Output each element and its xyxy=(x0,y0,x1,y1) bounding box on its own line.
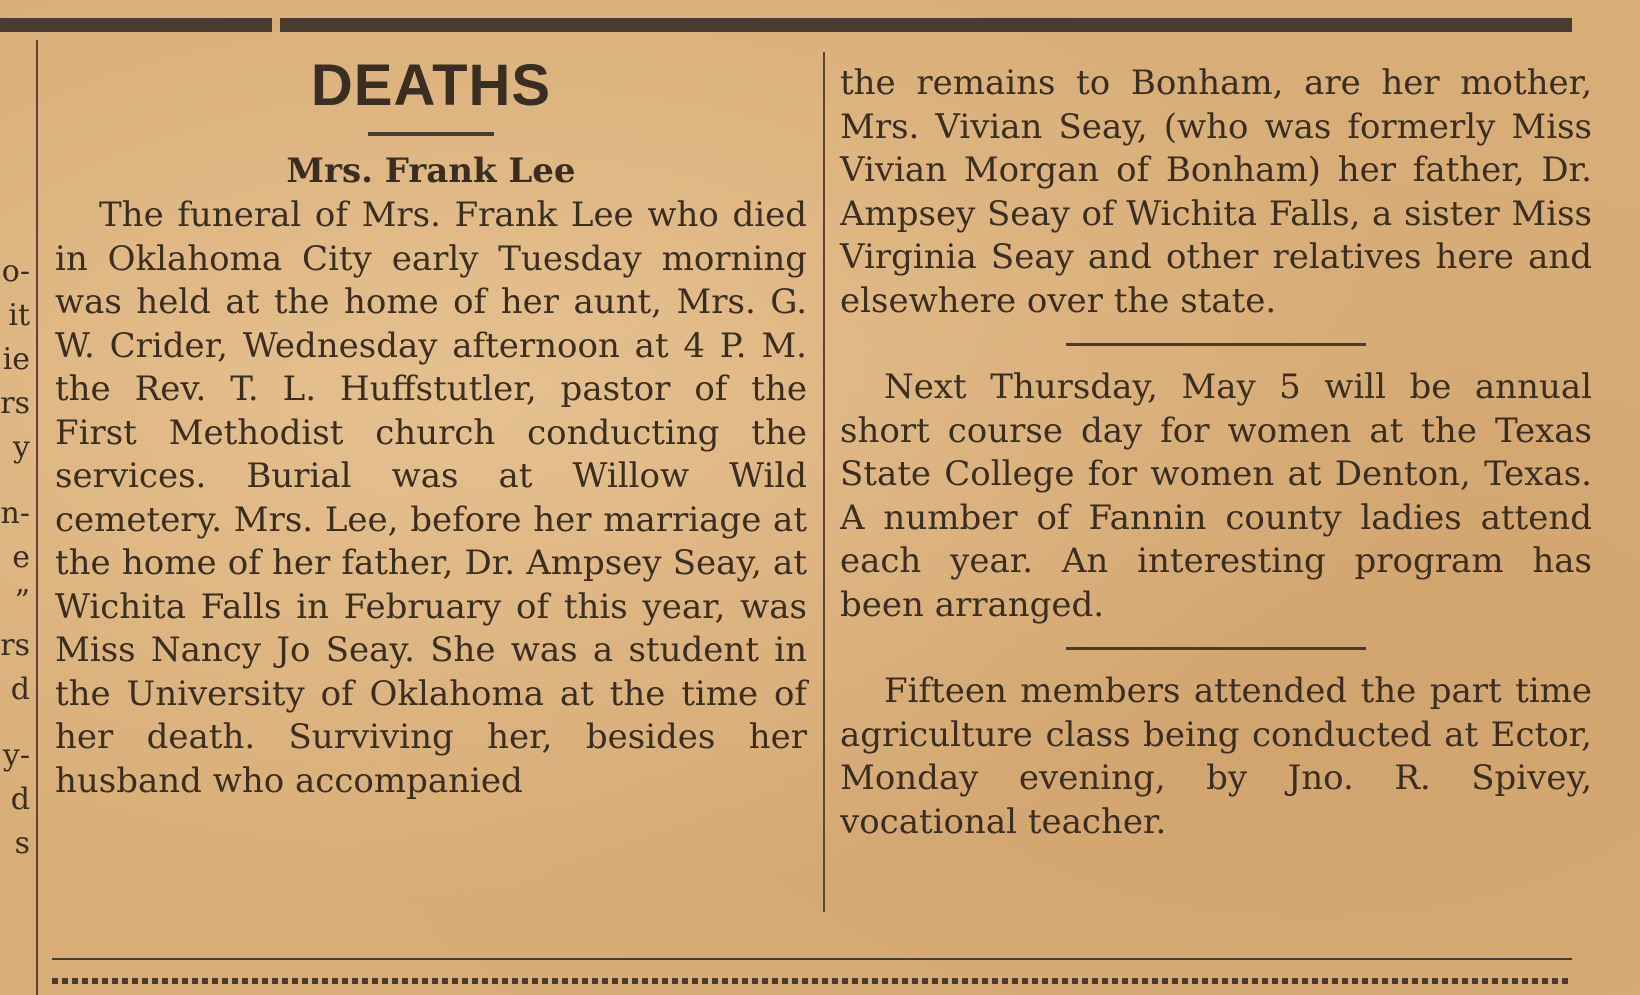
fragment: s xyxy=(14,826,30,861)
bottom-dotted-rule xyxy=(52,978,1572,984)
section-divider xyxy=(1066,647,1366,650)
headline: DEATHS xyxy=(310,53,552,118)
adjacent-column-fragments xyxy=(0,250,30,866)
column-rule xyxy=(823,52,825,912)
right-column xyxy=(840,62,1592,844)
top-rule-gap xyxy=(272,18,280,32)
fragment-spacer xyxy=(0,470,30,492)
fragment: y- xyxy=(2,738,30,773)
news-item-short-course: Next Thursday, May 5 will be annual short course day for women at the Texas State College for women at Denton, Texas. A number of Fannin county ladies attend each year. An interesting program has been arranged. xyxy=(840,367,1592,625)
fragment: ie xyxy=(2,342,30,377)
fragment: e xyxy=(12,540,30,575)
fragment: it xyxy=(8,298,30,333)
fragment: y xyxy=(13,430,30,465)
left-margin-rule xyxy=(36,40,38,995)
top-rule xyxy=(0,18,1572,32)
fragment: rs xyxy=(0,628,30,663)
obituary-subhead: Mrs. Frank Lee xyxy=(286,151,576,191)
bottom-rule xyxy=(52,958,1572,960)
fragment: n- xyxy=(0,496,30,531)
obituary-paragraph-part2: the remains to Bonham, are her mother, Mrs. Vivian Seay, (who was formerly Miss Vivian Morgan of Bonham) her father, Dr. Ampsey Seay of Wichita Falls, a sister Miss Virginia Seay and other relatives here and elsewhere over the state. xyxy=(840,63,1592,321)
fragment: rs xyxy=(0,386,30,421)
obituary-paragraph-part1: The funeral of Mrs. Frank Lee who died in Oklahoma City early Tuesday morning was held at the home of her aunt, Mrs. G. W. Crider, Wednesday afternoon at 4 P. M. the Rev. T. L. Huffstutler, pastor of the First Methodist church conducting the services. Burial was at Willow Wild cemetery. Mrs. Lee, before her marriage at the home of her father, Dr. Ampsey Seay, at Wichita Falls in February of this year, was Miss Nancy Jo Seay. She was a student in the University of Oklahoma at the time of her death. Surviving her, besides her husband who accompanied xyxy=(55,195,807,801)
left-column xyxy=(55,52,807,803)
section-divider xyxy=(1066,343,1366,346)
fragment: o- xyxy=(1,254,30,289)
headline-rule xyxy=(368,132,494,136)
fragment-spacer xyxy=(0,712,30,734)
fragment: ” xyxy=(14,584,30,619)
fragment: d xyxy=(10,672,30,707)
news-item-agriculture-class: Fifteen members attended the part time agriculture class being conducted at Ector, Monday evening, by Jno. R. Spivey, vocational teacher. xyxy=(840,671,1592,842)
fragment: d xyxy=(10,782,30,817)
